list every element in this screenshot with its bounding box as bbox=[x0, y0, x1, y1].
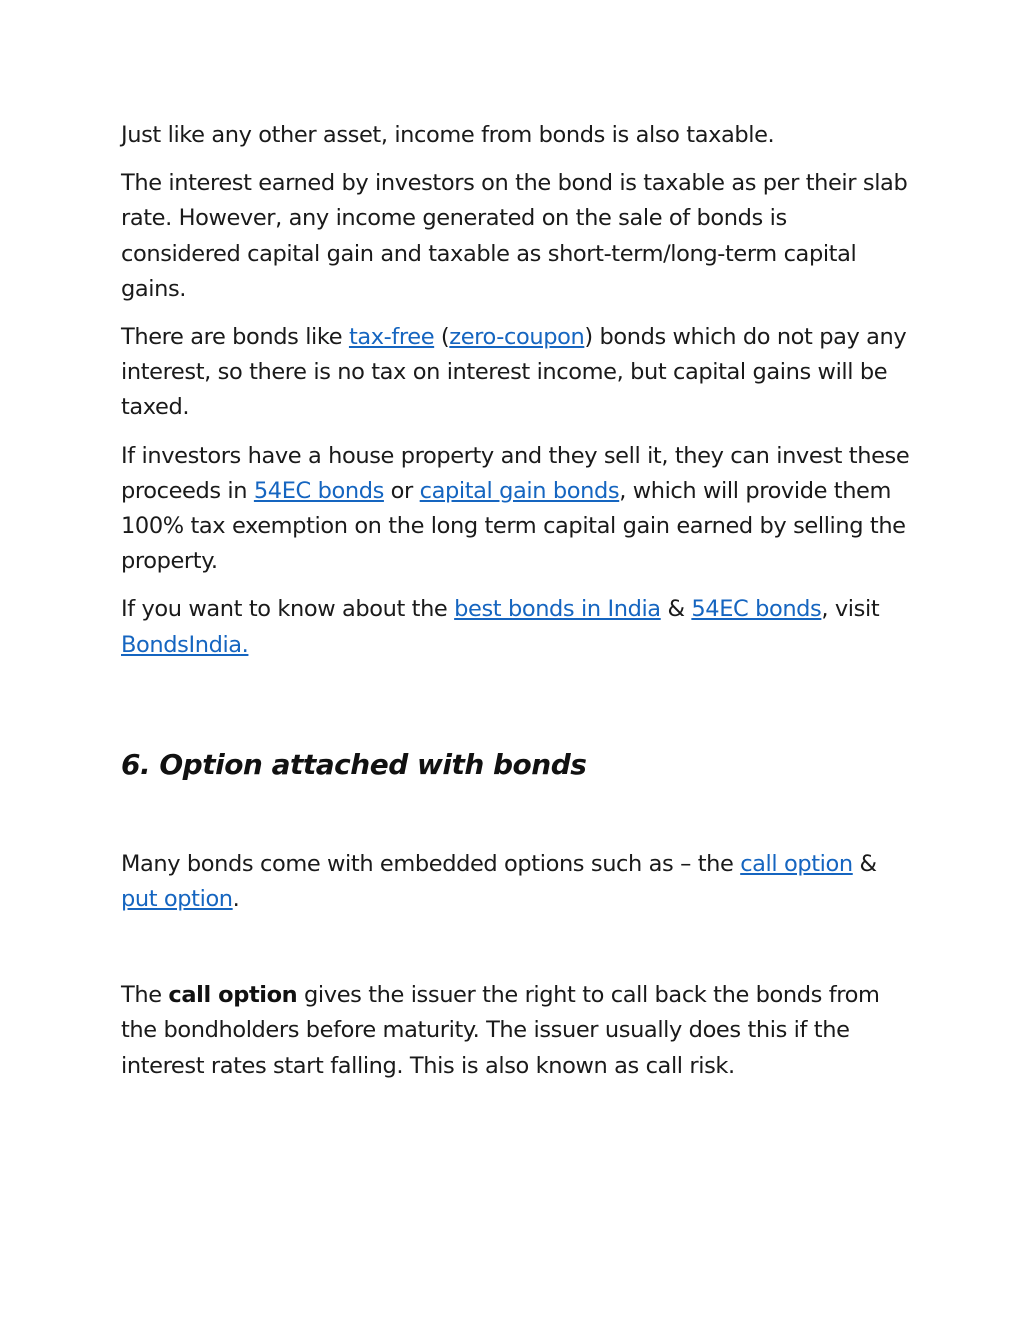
text-span: , which will provide them 100% tax exemption on the long term capital gain earned by selling the property. bbox=[121, 477, 906, 575]
text-span: If you want to know about the bbox=[121, 596, 455, 623]
text-span: . bbox=[232, 886, 240, 913]
paragraph-house-property bbox=[121, 439, 911, 580]
paragraph-interest-taxation: The interest earned by investors on the bond is taxable as per their slab rate. However, any income generated on the sale of bonds is considered capital gain and taxable as short-term/long-term capital gains. bbox=[121, 170, 908, 302]
paragraph-bonds-taxable: Just like any other asset, income from bonds is also taxable. bbox=[121, 122, 775, 148]
text-span: Many bonds come with embedded options such as – the bbox=[121, 850, 741, 877]
text-span: ( bbox=[434, 324, 450, 351]
paragraph-visit-bondsindia bbox=[121, 592, 911, 662]
link-bondsindia[interactable]: BondsIndia. bbox=[121, 631, 249, 658]
link-54ec-bonds-2[interactable]: 54EC bonds bbox=[691, 596, 822, 623]
text-span: If investors have a house property and they sell it, they can invest these proceeds in bbox=[121, 442, 910, 504]
document-page bbox=[121, 118, 911, 1084]
paragraph-tax-free-bonds bbox=[121, 320, 911, 426]
text-span: , visit bbox=[821, 596, 880, 623]
link-put-option[interactable]: put option bbox=[121, 886, 233, 913]
section-heading: 6. Option attached with bonds bbox=[121, 747, 587, 781]
paragraph-embedded-options bbox=[121, 847, 911, 917]
link-best-bonds-india[interactable]: best bonds in India bbox=[454, 596, 661, 623]
link-capital-gain-bonds[interactable]: capital gain bonds bbox=[419, 477, 620, 504]
text-span: gives the issuer the right to call back the bonds from the bondholders before maturity. The issuer usually does this if the interest rates start falling. This is also known as call risk. bbox=[121, 982, 880, 1079]
text-span: ) bonds which do not pay any interest, so there is no tax on interest income, but capital gains will be taxed. bbox=[121, 324, 907, 421]
link-tax-free[interactable]: tax-free bbox=[348, 324, 435, 351]
text-span: & bbox=[852, 850, 877, 877]
link-call-option[interactable]: call option bbox=[740, 850, 853, 877]
text-span: The bbox=[121, 982, 169, 1009]
paragraph-call-option bbox=[121, 978, 911, 1084]
link-zero-coupon[interactable]: zero-coupon bbox=[449, 324, 585, 351]
text-span: There are bonds like bbox=[121, 324, 349, 351]
text-span: or bbox=[383, 477, 420, 504]
text-span: & bbox=[660, 596, 692, 623]
bold-call-option: call option bbox=[168, 982, 298, 1009]
link-54ec-bonds[interactable]: 54EC bonds bbox=[253, 477, 384, 504]
